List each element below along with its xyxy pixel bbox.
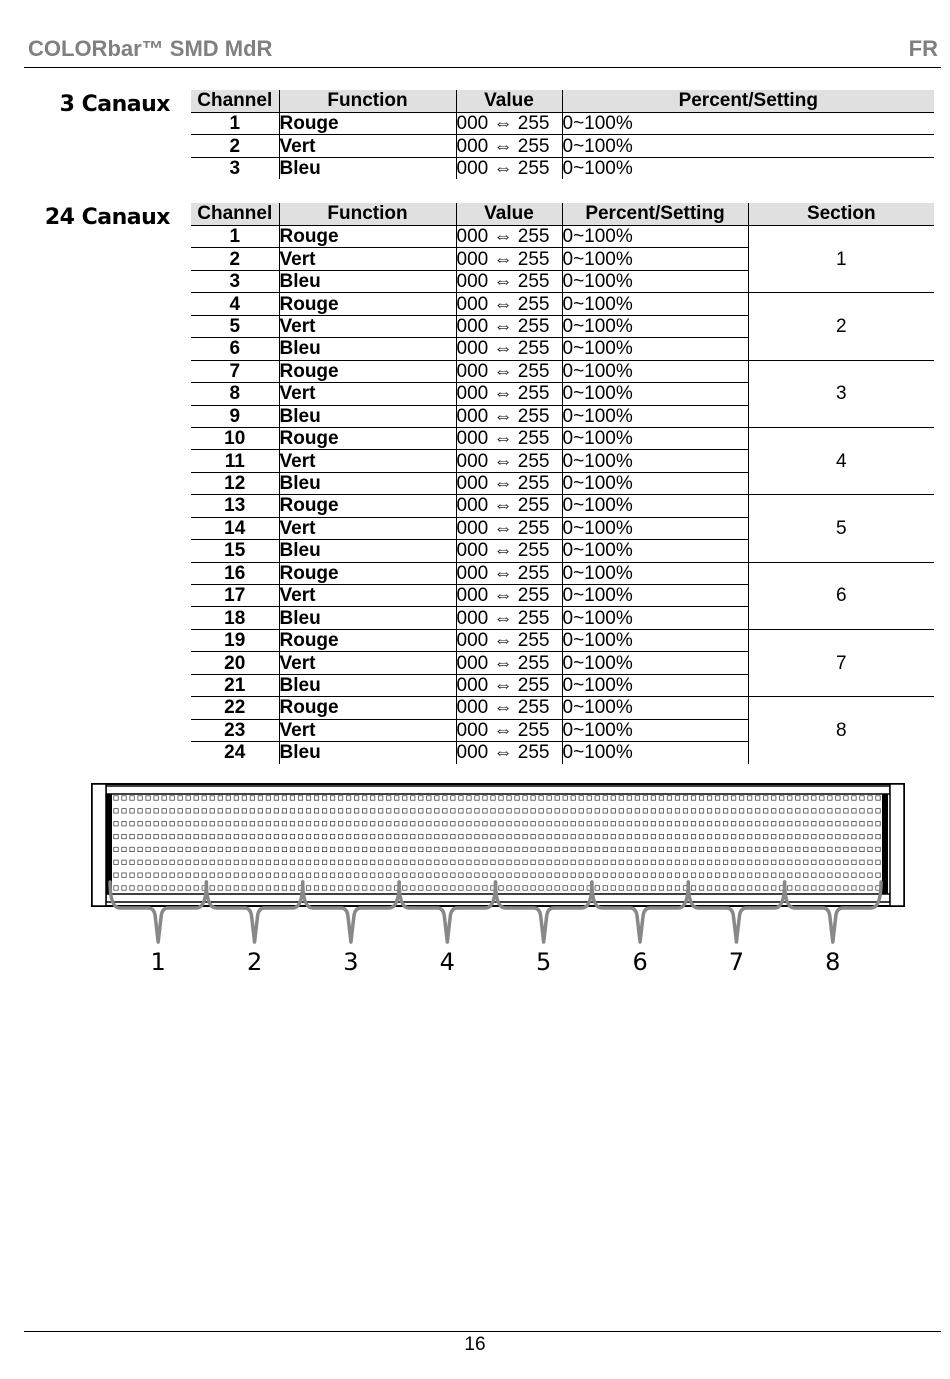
function-cell: Bleu [279,742,456,764]
value-cell: 000 ⇔ 255 [456,719,562,741]
function-cell: Rouge [279,562,456,584]
channel-cell: 20 [191,652,279,674]
value-cell: 000 ⇔ 255 [456,135,562,157]
channel-cell: 1 [191,226,279,248]
percent-cell: 0~100% [562,360,748,382]
value-cell: 000 ⇔ 255 [456,495,562,517]
value-cell: 000 ⇔ 255 [456,315,562,337]
value-cell: 000 ⇔ 255 [456,585,562,607]
function-cell: Vert [279,719,456,741]
function-cell: Vert [279,585,456,607]
value-cell: 000 ⇔ 255 [456,248,562,270]
table-row [191,495,934,517]
table-row [191,629,934,651]
section-cell: 2 [748,293,934,360]
function-cell: Rouge [279,495,456,517]
value-cell: 000 ⇔ 255 [456,157,562,179]
percent-cell: 0~100% [562,585,748,607]
percent-cell: 0~100% [562,248,748,270]
channel-cell: 11 [191,450,279,472]
function-cell: Rouge [279,113,456,135]
function-cell: Rouge [279,360,456,382]
channel-cell: 13 [191,495,279,517]
footer-rule [24,1331,941,1332]
table-row [191,113,934,135]
value-cell: 000 ⇔ 255 [456,338,562,360]
table-row [191,157,934,179]
function-cell: Vert [279,315,456,337]
value-cell: 000 ⇔ 255 [456,226,562,248]
column-header: Value [456,90,562,113]
channel-cell: 9 [191,405,279,427]
function-cell: Rouge [279,293,456,315]
percent-cell: 0~100% [562,450,748,472]
percent-cell: 0~100% [562,742,748,764]
dmx-table-24-channels [191,203,934,764]
section-number-label: 1 [150,948,166,976]
value-cell: 000 ⇔ 255 [456,607,562,629]
value-cell: 000 ⇔ 255 [456,629,562,651]
value-cell: 000 ⇔ 255 [456,360,562,382]
function-cell: Bleu [279,157,456,179]
table-row [191,697,934,719]
function-cell: Vert [279,383,456,405]
value-cell: 000 ⇔ 255 [456,270,562,292]
channel-cell: 2 [191,135,279,157]
function-cell: Rouge [279,697,456,719]
header-rule [24,67,941,68]
table-row [191,360,934,382]
column-header: Percent/Setting [562,90,934,113]
table-row [191,427,934,449]
function-cell: Rouge [279,629,456,651]
section-label-24-channels: 24 Canaux [44,205,170,230]
column-header: Channel [191,203,279,226]
percent-cell: 0~100% [562,629,748,651]
value-cell: 000 ⇔ 255 [456,383,562,405]
value-cell: 000 ⇔ 255 [456,652,562,674]
section-cell: 4 [748,427,934,494]
header-language: FR [908,36,938,61]
percent-cell: 0~100% [562,472,748,494]
function-cell: Bleu [279,540,456,562]
channel-cell: 3 [229,158,241,180]
channel-cell: 12 [191,472,279,494]
value-cell: 000 ⇔ 255 [456,742,562,764]
percent-cell: 0~100% [562,293,748,315]
percent-cell: 0~100% [562,562,748,584]
function-cell: Vert [279,652,456,674]
value-cell: 000 ⇔ 255 [456,427,562,449]
header-title: COLORbar™ SMD MdR [28,36,273,61]
percent-cell: 0~100% [562,517,748,539]
column-header: Percent/Setting [562,203,748,226]
section-cell: 8 [748,697,934,764]
percent-cell: 0~100% [562,495,748,517]
table-row [191,135,934,157]
function-cell: Rouge [279,427,456,449]
channel-cell: 17 [191,585,279,607]
column-header: Function [279,203,456,226]
percent-cell: 0~100% [562,697,748,719]
section-cell: 7 [748,629,934,696]
value-cell: 000 ⇔ 255 [456,113,562,135]
channel-cell: 22 [191,697,279,719]
function-cell: Rouge [279,226,456,248]
section-number-label: 5 [536,948,552,976]
percent-cell: 0~100% [562,315,748,337]
function-cell: Vert [279,517,456,539]
channel-cell: 7 [191,360,279,382]
function-cell: Vert [279,135,456,157]
percent-cell: 0~100% [562,540,748,562]
percent-cell: 0~100% [562,226,748,248]
led-bar-housing [92,784,904,906]
channel-cell: 1 [191,113,279,135]
channel-cell: 6 [191,338,279,360]
function-cell: Bleu [279,674,456,696]
value-cell: 000 ⇔ 255 [456,674,562,696]
section-bracket-labels [151,948,841,976]
function-cell: Vert [279,248,456,270]
section-cell: 5 [748,495,934,562]
channel-cell: 18 [191,607,279,629]
section-cell: 1 [748,226,934,293]
function-cell: Bleu [279,405,456,427]
table-header-row [191,203,934,226]
table-header-row [191,90,934,113]
dmx-table-3-channels [191,90,934,179]
value-cell: 000 ⇔ 255 [456,293,562,315]
percent-cell: 0~100% [562,719,748,741]
table-row [191,293,934,315]
value-cell: 000 ⇔ 255 [456,450,562,472]
channel-cell: 8 [191,383,279,405]
channel-cell: 3 [191,270,279,292]
value-cell: 000 ⇔ 255 [456,405,562,427]
function-cell: Bleu [279,338,456,360]
percent-cell: 0~100% [562,135,934,157]
section-number-label: 7 [728,948,745,976]
channel-cell: 4 [191,293,279,315]
channel-cell: 2 [191,248,279,270]
value-cell: 000 ⇔ 255 [456,562,562,584]
section-number-label: 2 [246,948,263,976]
percent-cell: 0~100% [562,383,748,405]
channel-cell: 15 [191,540,279,562]
value-cell: 000 ⇔ 255 [456,472,562,494]
function-cell: Bleu [279,270,456,292]
percent-cell: 0~100% [562,405,748,427]
percent-cell: 0~100% [562,427,748,449]
section-number-label: 4 [439,948,455,976]
column-header: Function [279,90,456,113]
function-cell: Bleu [279,607,456,629]
percent-cell: 0~100% [562,652,748,674]
percent-cell: 0~100% [562,113,934,135]
channel-cell: 23 [191,719,279,741]
channel-cell: 14 [191,517,279,539]
section-number-label: 6 [632,948,648,976]
channel-cell: 24 [224,742,246,764]
channel-cell: 5 [191,315,279,337]
percent-cell: 0~100% [562,157,934,179]
section-number-label: 3 [343,948,359,976]
function-cell: Bleu [279,472,456,494]
value-cell: 000 ⇔ 255 [456,697,562,719]
percent-cell: 0~100% [562,674,748,696]
table-row [191,226,934,248]
channel-cell: 16 [191,562,279,584]
section-label-3-channels: 3 Canaux [59,92,170,117]
value-cell: 000 ⇔ 255 [456,517,562,539]
table-row [191,562,934,584]
channel-cell: 19 [191,629,279,651]
led-bar-sections-diagram [88,778,908,978]
column-header: Value [456,203,562,226]
section-cell: 3 [748,360,934,427]
section-cell: 6 [748,562,934,629]
column-header: Section [748,203,934,226]
percent-cell: 0~100% [562,270,748,292]
channel-cell: 10 [191,427,279,449]
function-cell: Vert [279,450,456,472]
column-header: Channel [191,90,279,113]
percent-cell: 0~100% [562,607,748,629]
section-number-label: 8 [825,948,841,976]
channel-cell: 21 [191,674,279,696]
percent-cell: 0~100% [562,338,748,360]
page-number: 16 [464,1334,486,1355]
value-cell: 000 ⇔ 255 [456,540,562,562]
